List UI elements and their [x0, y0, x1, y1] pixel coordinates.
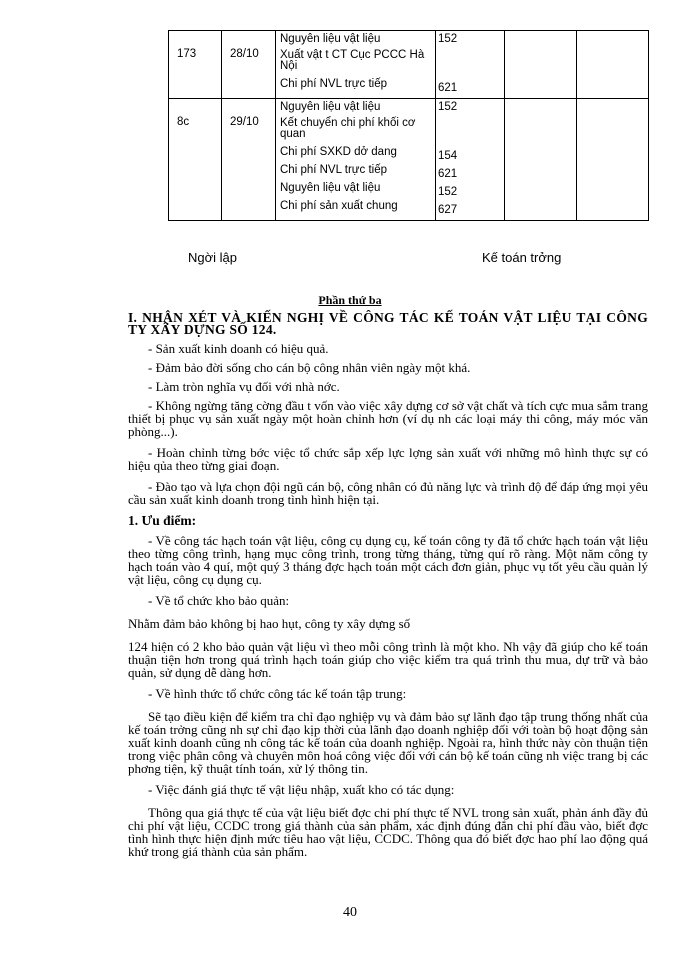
ledger-table [168, 30, 649, 221]
page-number: 40 [343, 905, 357, 920]
entry-description: Chi phí SXKD dở dang [280, 146, 397, 158]
paragraph: - Việc đánh giá thực tế vật liệu nhập, xuất kho có tác dụng: [148, 782, 455, 797]
row-number-cell: 173 [169, 31, 222, 99]
subsection-title: 1. Ưu điểm: [128, 513, 197, 528]
table-row [169, 31, 649, 99]
entry-description: Nguyên liệu vật liệu [280, 33, 381, 45]
paragraph: - Làm tròn nghĩa vụ đối với nhà nớc. [148, 379, 340, 394]
row-date-cell: 28/10 [222, 31, 276, 99]
entry-account [436, 117, 504, 148]
entry-description: Chi phí sản xuất chung [280, 200, 398, 212]
entry-account: 152 [438, 101, 458, 113]
body-text [128, 342, 648, 866]
debit-cell [505, 99, 577, 221]
paragraph: - Hoàn chỉnh từng bớc việc tổ chức sắp xếp lực lợng sản xuất với những mô hình thực sự có hiệu qủa theo từng giai đoạn. [128, 445, 648, 473]
entry-account: 154 [438, 150, 458, 162]
paragraph: - Không ngừng tăng cờng đầu t vốn vào việc xây dựng cơ sở vật chất và tích cực mua sắm trang thiết bị phục vụ sản xuất ngày một hoàn chỉnh hơn (ví dụ nh các loại máy thi công, máy móc văn phòng...). [128, 398, 648, 439]
paragraph: Sẽ tạo điều kiện để kiểm tra chỉ đạo nghiệp vụ và đảm bảo sự lãnh đạo tập trung thống nhất của kế toán trởng cũng nh sự chỉ đạo kịp thời của lãnh đạo doanh nghiệp đối với toàn bộ hoạt động sản xuất kinh doanh cũng nh công tác kế toán của doanh nghiệp. Ngoài ra, hình thức này còn thuận tiện trong việc phân công và chuyên môn hoá công việc đối với cán bộ kế toán cũng nh việc trang bị các phơng tiện, kỹ thuật tính toán, xử lý thông tin. [128, 709, 648, 776]
entry-description: Nguyên liệu vật liệu [280, 182, 381, 194]
paragraph: - Về công tác hạch toán vật liệu, công cụ dụng cụ, kế toán công ty đã tổ chức hạch toán vật liệu theo từng công trình, hạng mục công trình, trong từng tháng, từng quí rõ ràng. Một năm công ty hạch toán vào 4 quí, một quý 3 tháng đợc hạch toán một cách đơn giản, phục vụ tốt yêu cầu quản lý vật liệu, công cụ dụng cụ. [128, 533, 648, 587]
entry-account: 627 [438, 204, 458, 216]
section-heading: I. NHẬN XÉT VÀ KIẾN NGHỊ VỀ CÔNG TÁC KẾ TOÁN VẬT LIỆU TẠI CÔNG TY XÂY DỰNG SỐ 124. [128, 310, 648, 337]
entry-description: Chi phí NVL trực tiếp [280, 78, 387, 90]
entry-description: Nguyên liệu vật liệu [280, 101, 381, 113]
paragraph: Thông qua giá thực tế của vật liệu biết đợc chi phí thực tế NVL trong sản xuất, phản ánh đầy đủ chi phí vật liệu, CCDC trong giá thành của sản phẩm, xác định đúng đắn chi phí đầu vào, biết đợc tình hình thực hiện định mức tiêu hao vật liệu, CCDC. Thông qua đó biết đợc hao phí lao động quá khứ trong giá thành của sản phẩm. [128, 805, 648, 859]
row-description-cell [276, 99, 436, 221]
credit-cell [577, 31, 649, 99]
paragraph: - Đào tạo và lựa chọn đội ngũ cán bộ, công nhân có đủ năng lực và trình độ để đáp ứng mọi yêu cầu sản xuất kinh doanh trong tình hình hiện tại. [128, 479, 648, 507]
row-description-cell [276, 31, 436, 99]
preparer-signature-label: Ngời lập [188, 250, 237, 265]
entry-description: Xuất vật t CT Cục PCCC Hà Nội [280, 49, 425, 72]
entry-account: 152 [438, 33, 458, 45]
entry-account: 152 [438, 186, 458, 198]
debit-cell [505, 31, 577, 99]
entry-account: 621 [438, 82, 458, 94]
paragraph: Nhằm đảm bảo không bị hao hụt, công ty xây dựng số [128, 616, 411, 631]
paragraph: - Sản xuất kinh doanh có hiệu quả. [148, 341, 329, 356]
entry-account: 621 [438, 168, 458, 180]
paragraph: 124 hiện có 2 kho bảo quản vật liệu vì theo mỗi công trình là một kho. Nh vậy đã giúp cho kế toán thuận tiện hơn trong quá trình hạch toán giúp cho việc kiểm tra quá trình thu mua, dự trữ và bảo quản, sử dụng dễ dàng hơn. [128, 639, 648, 680]
paragraph: - Về tổ chức kho bảo quản: [148, 593, 290, 608]
row-account-cell [436, 31, 505, 99]
chief-accountant-signature-label: Kế toán trởng [482, 250, 562, 265]
credit-cell [577, 99, 649, 221]
part-title: Phần thứ ba [318, 293, 382, 307]
row-number-cell: 8c [169, 99, 222, 221]
row-account-cell [436, 99, 505, 221]
entry-description: Kết chuyển chi phí khối cơ quan [280, 117, 416, 140]
entry-description: Chi phí NVL trực tiếp [280, 164, 387, 176]
paragraph: - Đảm bảo đời sống cho cán bộ công nhân viên ngày một khá. [148, 360, 471, 375]
table-row [169, 99, 649, 221]
paragraph: - Về hình thức tổ chức công tác kế toán tập trung: [148, 686, 407, 701]
row-date-cell: 29/10 [222, 99, 276, 221]
entry-account [436, 49, 504, 80]
